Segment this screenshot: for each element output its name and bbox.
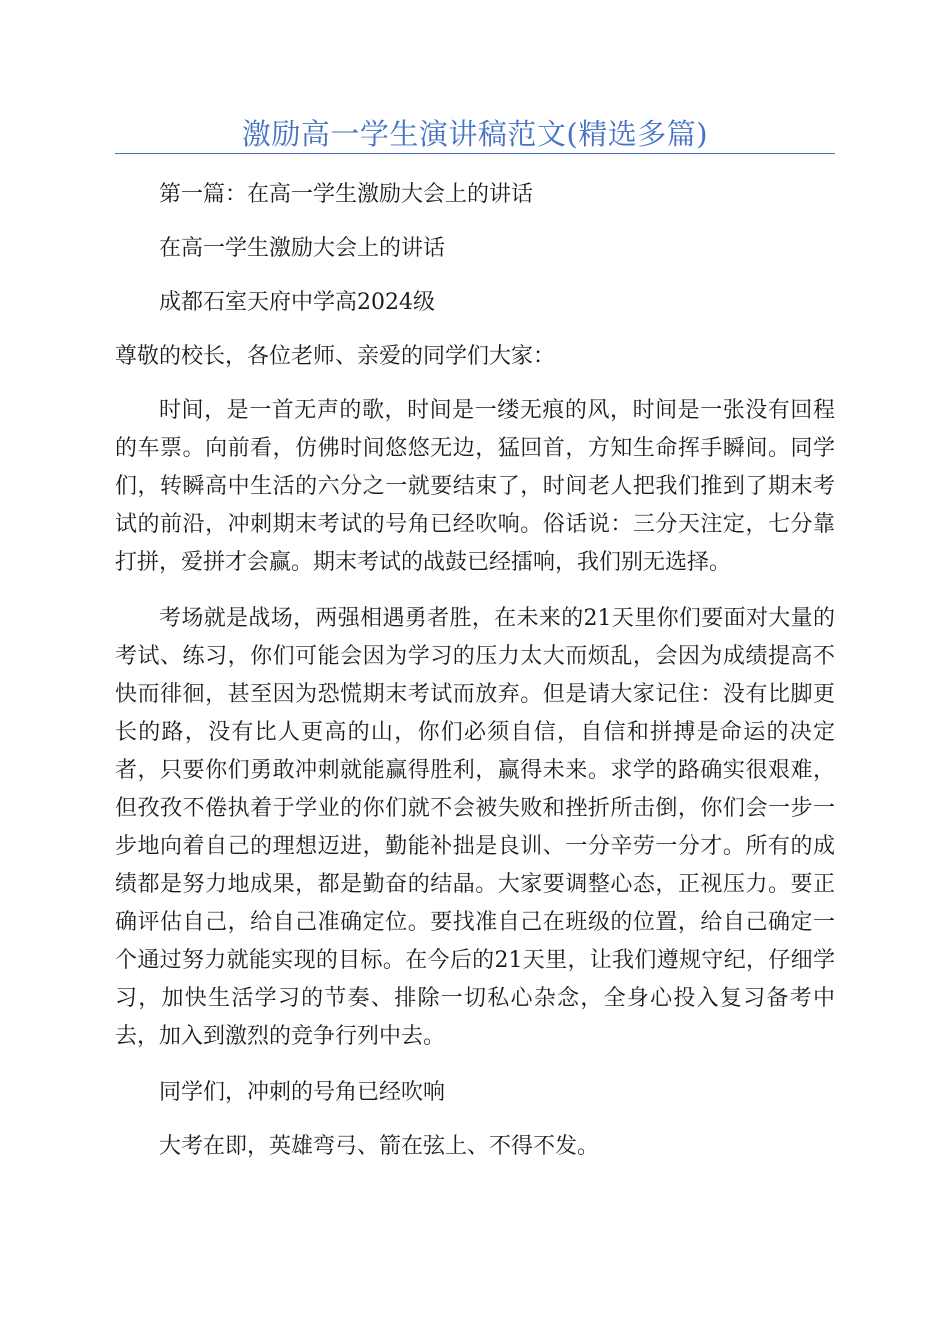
- speech-title: 在高一学生激励大会上的讲话: [159, 236, 446, 261]
- body-paragraph: 同学们，冲刺的号角已经吹响: [159, 1080, 446, 1105]
- body-paragraph: 时间，是一首无声的歌，时间是一缕无痕的风，时间是一张没有回程的车票。向前看，仿佛时间悠悠无边，猛回首，方知生命挥手瞬间。同学们，转瞬高中生活的六分之一就要结束了，时间老人把我们推到了期末考试的前沿，冲刺期末考试的号角已经吹响。俗话说：三分天注定，七分靠打拼，爱拼才会赢。期末考试的战鼓已经擂响，我们别无选择。: [115, 398, 835, 575]
- section-heading: 第一篇：在高一学生激励大会上的讲话: [159, 182, 534, 207]
- body-paragraph: 考场就是战场，两强相遇勇者胜，在未来的21天里你们要面对大量的考试、练习，你们可能会因为学习的压力太大而烦乱，会因为成绩提高不快而徘徊，甚至因为恐慌期末考试而放弃。但是请大家记住：没有比脚更长的路，没有比人更高的山，你们必须自信，自信和拼搏是命运的决定者，只要你们勇敢冲刺就能赢得胜利，赢得未来。求学的路确实很艰难，但孜孜不倦执着于学业的你们就不会被失败和挫折所击倒，你们会一步一步地向着自己的理想迈进，勤能补拙是良训、一分辛劳一分才。所有的成绩都是努力地成果，都是勤奋的结晶。大家要调整心态，正视压力。要正确评估自己，给自己准确定位。要找准自己在班级的位置，给自己确定一个通过努力就能实现的目标。在今后的21天里，让我们遵规守纪，仔细学习，加快生活学习的节奏、排除一切私心杂念，全身心投入复习备考中去，加入到激烈的竞争行列中去。: [115, 606, 835, 1049]
- document-body: [115, 176, 835, 1166]
- document-title: 激励高一学生演讲稿范文(精选多篇): [241, 117, 709, 151]
- title-underline: [115, 153, 835, 154]
- body-paragraph: 大考在即，英雄弯弓、箭在弦上、不得不发。: [159, 1134, 600, 1159]
- salutation: 尊敬的校长，各位老师、亲爱的同学们大家：: [115, 344, 556, 369]
- speaker-affiliation: 成都石室天府中学高2024级: [159, 290, 435, 315]
